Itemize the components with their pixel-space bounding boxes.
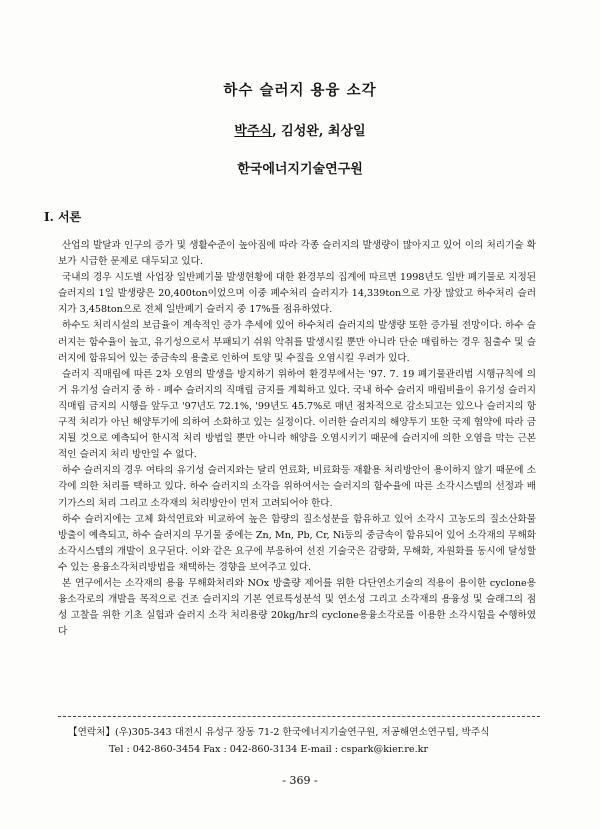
paragraph: 슬러지 직매립에 따른 2차 오염의 발생을 방지하기 위하여 환경부에서는 '97. 7. 19 폐기물관리법 시행규칙에 의거 유기성 슬러지 중 하 · 폐수 슬러지의 직매립 금지를 계획하고 있다. 국내 하수 슬러지 매립비율이 유기성 슬러지 직매립 금지의 시행을 앞두고 '97년도 72.1%, '99년도 45.7%로 매년 점차적으로 감소되고는 있으나 슬러지의 항구적 처리가 아닌 해양투기에 의하여 소화하고 있는 실정이다. 이러한 슬러지의 해양투기 또한 국제 협약에 따라 금지될 것으로 예측되어 한시적 처리 방법일 뿐만 아니라 해양을 오염시키기 때문에 슬러지에 의한 오염을 막는 근본적인 슬러지 처리 방안일 수 없다. (58, 368, 536, 461)
paragraph: 하수도 처리시설의 보급율이 계속적인 증가 추세에 있어 하수처리 슬러지의 발생량 또한 증가될 전망이다. 하수 슬러지는 함수율이 높고, 유기성으로서 부패되기 쉬워 악취를 발생시킬 뿐만 아니라 단순 매립하는 경우 침출수 및 슬러지에 함유되어 있는 중금속의 용출로 인하여 토양 및 수질을 오염시킬 우려가 있다. (58, 320, 536, 364)
first-author: 박주식 (234, 124, 273, 139)
paragraph: 국내의 경우 시도별 사업장 일반폐기물 발생현황에 대한 환경부의 집계에 따르면 1998년도 일반 폐기물로 지정된 슬러지의 1일 발생량은 20,400ton이었으며 이중 폐수처리 슬러지가 14,339ton으로 가장 많았고 하수처리 슬러지가 3,458ton으로 전체 일반폐기 슬러지 중 17%를 점유하였다. (58, 272, 536, 316)
co-authors: , 김성완, 최상일 (272, 124, 366, 139)
footnote-divider (58, 716, 540, 717)
paragraph: 본 연구에서는 소각재의 용융 무해화처리와 NOx 방출량 제어를 위한 다단연소기술의 적용이 용이한 cyclone용융소각로의 개발을 목적으로 건조 슬러지의 기본 연료특성분석 및 연소성 그리고 소각재의 용융성 및 슬래그의 점성 고찰을 위한 기초 실험과 슬러지 소각 처리용량 20kg/hr의 cyclone용융소각로를 이용한 소각시험을 수행하였다 (58, 577, 536, 638)
contact-phone-email: Tel : 042-860-3454 Fax : 042-860-3134 E-mail : cspark@kier.re.kr (109, 744, 429, 755)
paragraph: 하수 슬러지의 경우 여타의 유기성 슬러지와는 달리 연료화, 비료화등 재활용 처리방안이 용이하지 않기 때문에 소각에 의한 처리를 택하고 있다. 하수 슬러지의 소각을 위하여서는 슬러지의 함수율에 따른 소각시스템의 선정과 배기가스의 처리 그리고 소각재의 처리방안이 먼저 고려되어야 한다. (58, 465, 536, 509)
paragraph: 하수 슬러지에는 고체 화석연료와 비교하여 높은 함량의 질소성분을 함유하고 있어 소각시 고농도의 질소산화물 방출이 예측되고, 하수 슬러지의 무기물 중에는 Zn, Mn, Pb, Cr, Ni등의 중금속이 함유되어 있어 소각재의 무해화 소각시스템의 개발이 요구된다. 이와 같은 요구에 부응하여 선진 기술국은 감량화, 무해화, 자원화를 동시에 달성할 수 있는 용융소각처리방법을 채택하는 경향을 보여주고 있다. (58, 513, 536, 573)
affiliation: 한국에너지기술연구원 (237, 162, 363, 177)
paper-title: 하수 슬러지 용융 소각 (223, 82, 377, 99)
page-number: - 369 - (282, 774, 318, 787)
section-heading: I. 서론 (44, 210, 82, 224)
body-text (58, 238, 536, 640)
author-list (0, 120, 600, 139)
contact-address: 【연락처】(우)305-343 대전시 유성구 장동 71-2 한국에너지기술연구원, 저공해연소연구팀, 박주식 (68, 727, 490, 738)
paragraph: 산업의 발달과 인구의 증가 및 생활수준이 높아짐에 따라 각종 슬러지의 발생량이 많아지고 있어 이의 처리기술 확보가 시급한 문제로 대두되고 있다. (58, 240, 536, 268)
contact-footnote (68, 724, 538, 758)
